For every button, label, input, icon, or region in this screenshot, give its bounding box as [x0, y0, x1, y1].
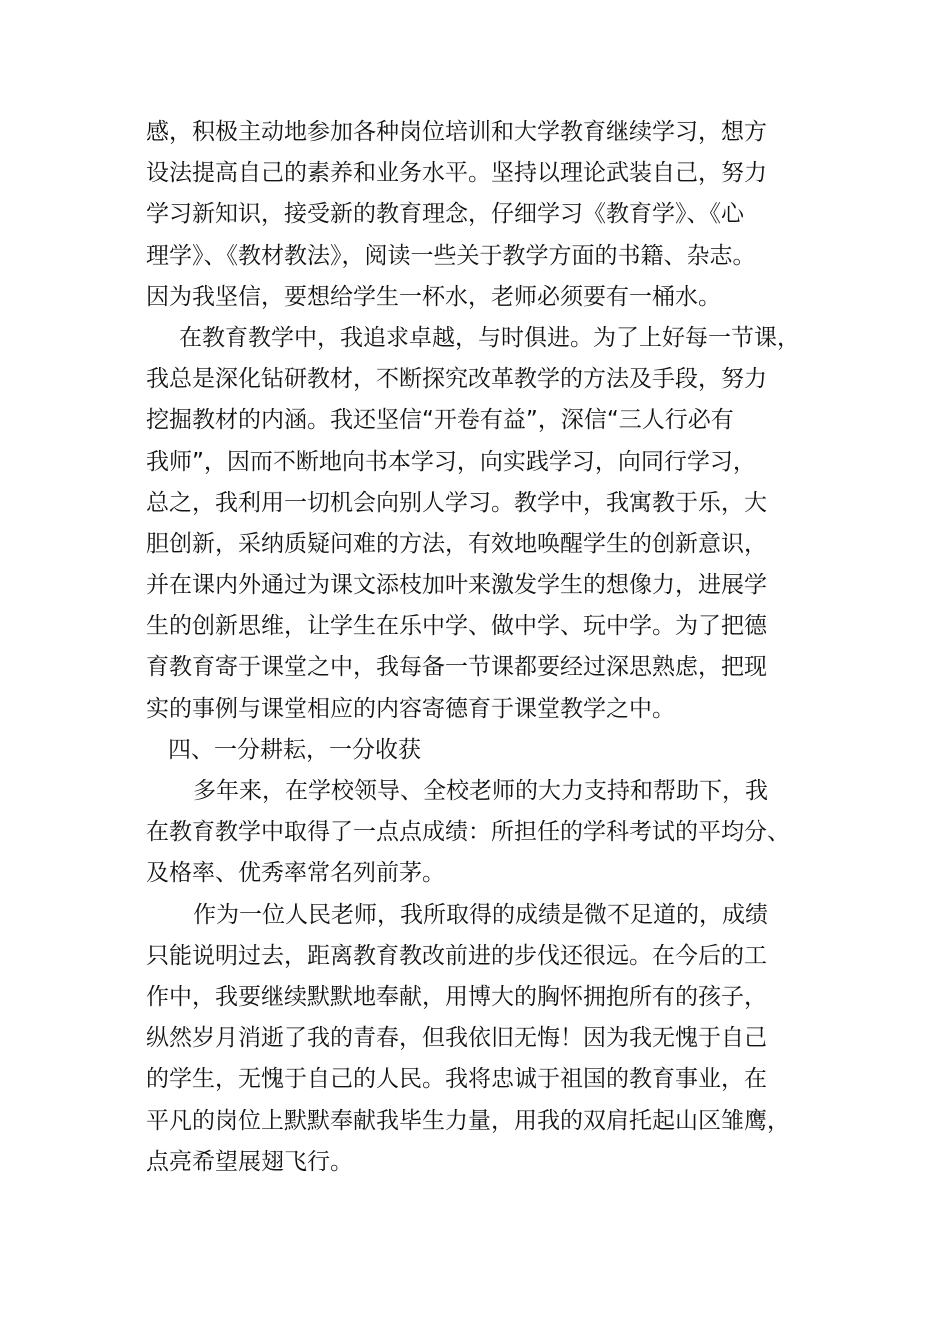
text-line: 感，积极主动地参加各种岗位培训和大学教育继续学习，想方 [146, 119, 767, 145]
text-line: 实的事例与课堂相应的内容寄德育于课堂教学之中。 [146, 695, 675, 722]
text-line: 理学》、《教材教法》，阅读一些关于教学方面的书籍、杂志。 [146, 242, 756, 269]
text-line: 因为我坚信，要想给学生一杯水，老师必须要有一桶水。 [146, 283, 721, 310]
text-line: 纵然岁月消逝了我的青春，但我依旧无悔！因为我无愧于自己 [146, 1025, 767, 1052]
text-line: 设法提高自己的素养和业务水平。坚持以理论武装自己，努力 [146, 160, 767, 187]
text-line: 我总是深化钻研教材，不断探究改革教学的方法及手段，努力 [146, 366, 767, 393]
text-line: 育教育寄于课堂之中，我每备一节课都要经过深思熟虑，把现 [146, 654, 767, 681]
text-line: 点亮希望展翅飞行。 [146, 1148, 353, 1175]
text-line: 学习新知识，接受新的教育理念，仔细学习《教育学》、《心 [146, 201, 744, 228]
text-line: 只能说明过去，距离教育教改前进的步伐还很远。在今后的工 [146, 942, 767, 969]
section-heading: 四、一分耕耘，一分收获 [168, 736, 421, 763]
text-line: 作中，我要继续默默地奉献，用博大的胸怀拥抱所有的孩子， [146, 983, 767, 1010]
paragraph-start-line: 作为一位人民老师，我所取得的成绩是微不足道的，成绩 [193, 901, 768, 928]
text-line: 及格率、优秀率常名列前茅。 [146, 860, 445, 887]
body-text [146, 112, 836, 1183]
text-line: 胆创新，采纳质疑问难的方法，有效地唤醒学生的创新意识， [146, 530, 767, 557]
paragraph-start-line: 多年来，在学校领导、全校老师的大力支持和帮助下，我 [193, 778, 768, 804]
text-line: 在教育教学中取得了一点点成绩：所担任的学科考试的平均分、 [146, 819, 790, 846]
paragraph-start-line: 在教育教学中，我追求卓越，与时俱进。为了上好每一节课， [179, 324, 800, 351]
text-line: 总之，我利用一切机会向别人学习。教学中，我寓教于乐，大 [146, 489, 767, 516]
text-line: 生的创新思维，让学生在乐中学、做中学、玩中学。为了把德 [146, 613, 767, 640]
text-line: 我师”，因而不断地向书本学习，向实践学习，向同行学习， [146, 448, 756, 475]
text-line: 平凡的岗位上默默奉献我毕生力量，用我的双肩托起山区雏鹰， [146, 1107, 790, 1134]
text-line: 的学生，无愧于自己的人民。我将忠诚于祖国的教育事业，在 [146, 1066, 767, 1093]
text-line: 挖掘教材的内涵。我还坚信“开卷有益”，深信“三人行必有 [146, 407, 734, 434]
text-line: 并在课内外通过为课文添枝加叶来激发学生的想像力，进展学 [146, 572, 767, 599]
